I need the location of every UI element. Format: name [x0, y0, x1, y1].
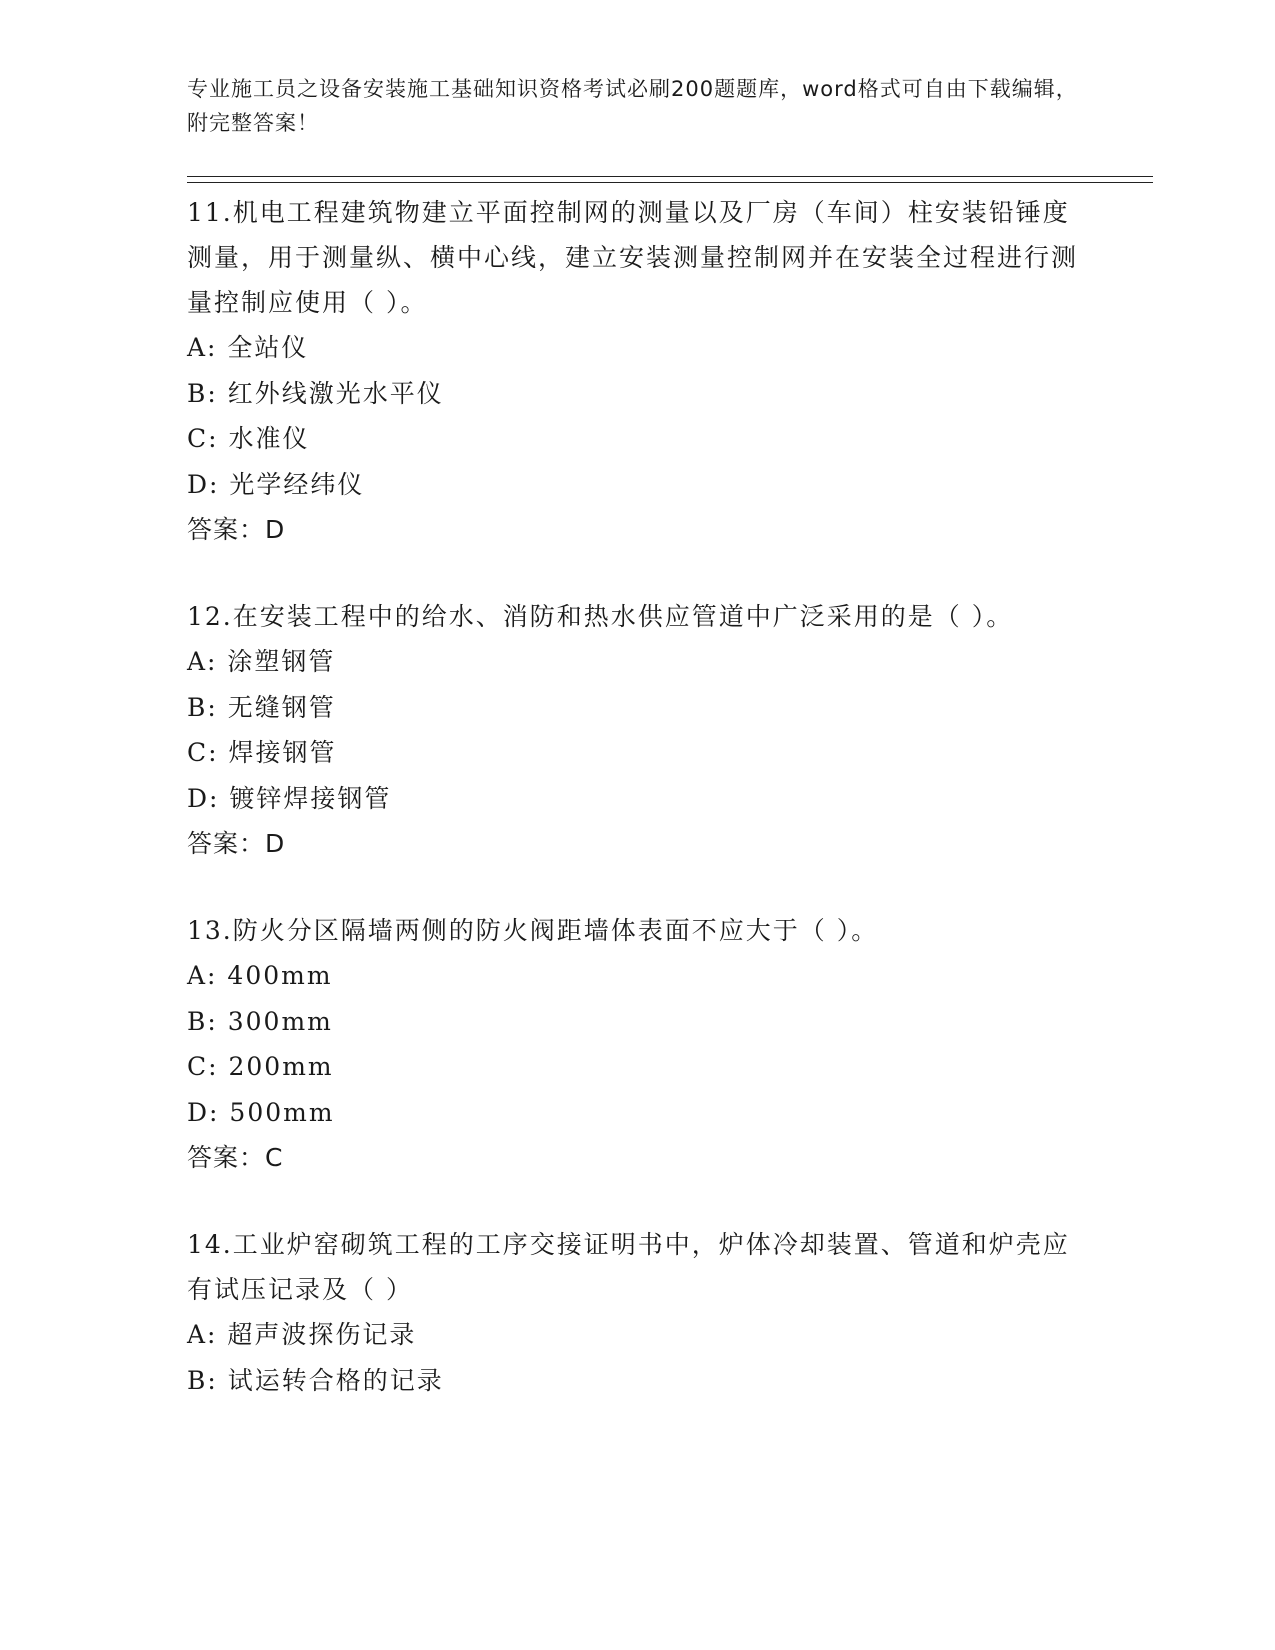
- answer-line: 答案：D: [187, 829, 286, 858]
- option-a: A: 全站仪: [187, 333, 309, 362]
- question-text: 12.在安装工程中的给水、消防和热水供应管道中广泛采用的是（ ）。: [187, 602, 1014, 631]
- option-a: A: 超声波探伤记录: [187, 1320, 417, 1349]
- option-c: C: 水准仪: [187, 424, 310, 453]
- option-b: B: 试运转合格的记录: [187, 1365, 444, 1395]
- option-b: B: 300mm: [187, 1006, 333, 1036]
- document-header: 专业施工员之设备安装施工基础知识资格考试必刷200题题库，word格式可自由下载编辑，附完整答案！: [187, 77, 1078, 135]
- header-divider-bottom: [187, 182, 1153, 183]
- question-14: [187, 1222, 1087, 1403]
- option-b: B: 红外线激光水平仪: [187, 378, 444, 408]
- option-c: C: 200mm: [187, 1052, 334, 1081]
- header-divider-top: [187, 176, 1153, 177]
- question-list: [187, 190, 1087, 1445]
- option-d: D: 光学经纬仪: [187, 469, 365, 499]
- answer-line: 答案：C: [187, 1143, 284, 1172]
- option-c: C: 焊接钢管: [187, 738, 337, 767]
- option-a: A: 400mm: [187, 961, 333, 990]
- question-12: [187, 594, 1087, 866]
- question-text: 13.防火分区隔墙两侧的防火阀距墙体表面不应大于（ ）。: [187, 916, 879, 945]
- question-text: 14.工业炉窑砌筑工程的工序交接证明书中，炉体冷却装置、管道和炉壳应有试压记录及（ ）: [187, 1230, 1070, 1304]
- question-13: [187, 908, 1087, 1180]
- option-b: B: 无缝钢管: [187, 692, 336, 722]
- question-text: 11.机电工程建筑物建立平面控制网的测量以及厂房（车间）柱安装铅锤度测量，用于测量纵、横中心线，建立安装测量控制网并在安装全过程进行测量控制应使用（ ）。: [187, 198, 1079, 317]
- question-11: [187, 190, 1087, 552]
- option-d: D: 500mm: [187, 1097, 335, 1127]
- answer-line: 答案：D: [187, 515, 286, 544]
- option-a: A: 涂塑钢管: [187, 647, 336, 676]
- option-d: D: 镀锌焊接钢管: [187, 783, 392, 813]
